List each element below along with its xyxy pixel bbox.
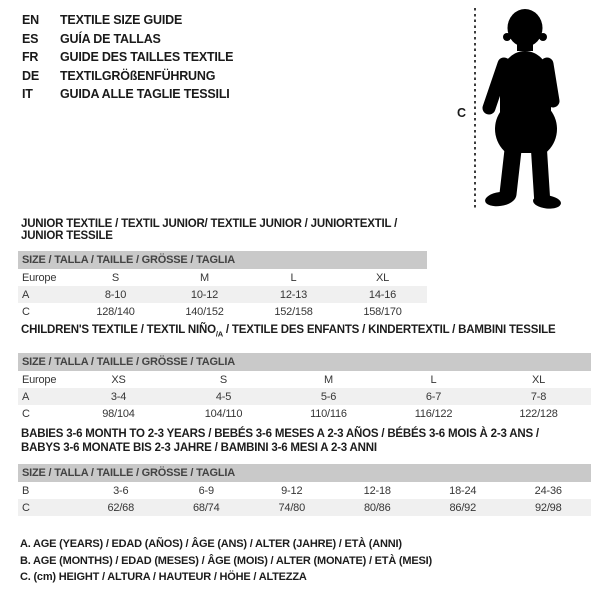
table-cell: 122/128 bbox=[519, 407, 558, 420]
language-row-de bbox=[22, 67, 233, 86]
title-subscript: /A bbox=[215, 329, 223, 339]
height-measure-line bbox=[474, 8, 476, 209]
row-label: C bbox=[22, 305, 30, 318]
table-cell: 5-6 bbox=[276, 388, 381, 405]
table-cell: XL bbox=[375, 271, 390, 284]
table-cell: 3-4 bbox=[66, 388, 171, 405]
table-cell: 3-6 bbox=[113, 484, 129, 497]
table-cell: 12-13 bbox=[249, 286, 338, 303]
table-cell: 140/152 bbox=[185, 305, 224, 318]
table-cell: 9-12 bbox=[281, 484, 303, 497]
table-row bbox=[18, 499, 591, 516]
language-text: GUÍA DE TALLAS bbox=[60, 31, 161, 46]
childrens-textile-section bbox=[18, 324, 591, 422]
language-text: GUIDA ALLE TAGLIE TESSILI bbox=[60, 87, 230, 101]
title-text: / TEXTILE DES ENFANTS / KINDERTEXTIL / BAMBINI TESSILE bbox=[222, 324, 556, 336]
table-cell: M bbox=[200, 271, 209, 284]
table-cell: 6-7 bbox=[381, 388, 486, 405]
row-label: A bbox=[18, 286, 71, 303]
table-row bbox=[18, 405, 591, 422]
table-row bbox=[18, 388, 591, 405]
table-cell: 104/110 bbox=[204, 407, 243, 420]
childrens-size-table bbox=[18, 353, 591, 422]
table-title: JUNIOR TEXTILE / TEXTIL JUNIOR/ TEXTILE JUNIOR / JUNIORTEXTIL / JUNIOR TESSILE bbox=[21, 218, 398, 242]
table-cell: 12-18 bbox=[363, 484, 391, 497]
language-row-fr bbox=[22, 48, 233, 67]
language-row-en bbox=[22, 11, 233, 30]
table-cell: L bbox=[290, 271, 297, 284]
table-cell: 98/104 bbox=[102, 407, 135, 420]
table-cell: 7-8 bbox=[486, 388, 591, 405]
language-code: IT bbox=[22, 87, 33, 101]
table-cell: 62/68 bbox=[78, 499, 164, 516]
babies-size-table bbox=[18, 464, 591, 516]
table-cell: 110/116 bbox=[310, 407, 347, 420]
table-cell: 14-16 bbox=[338, 286, 427, 303]
table-cell: 92/98 bbox=[506, 499, 592, 516]
title-line-2: BABYS 3-6 MONATE BIS 2-3 JAHRE / BAMBINI 3-6 MESI A 2-3 ANNI bbox=[21, 441, 377, 454]
table-title bbox=[21, 324, 591, 340]
footnote-a: A. AGE (YEARS) / EDAD (AÑOS) / ÂGE (ANS) / ALTER (JAHRE) / ETÀ (ANNI) bbox=[20, 538, 402, 550]
table-row bbox=[18, 482, 591, 499]
table-cell: 152/158 bbox=[274, 305, 313, 318]
language-row-it bbox=[22, 85, 233, 104]
table-cell: 8-10 bbox=[71, 286, 160, 303]
table-row bbox=[18, 286, 427, 303]
title-text: CHILDREN'S TEXTILE / TEXTIL NIÑO bbox=[21, 324, 216, 336]
table-header-bar: SIZE / TALLA / TAILLE / GRÖSSE / TAGLIA bbox=[18, 353, 591, 371]
language-code: FR bbox=[22, 50, 39, 64]
table-cell: 10-12 bbox=[160, 286, 249, 303]
footnote-c: C. (cm) HEIGHT / ALTURA / HAUTEUR / HÖHE / ALTEZZA bbox=[20, 571, 307, 583]
table-title bbox=[21, 428, 591, 455]
table-cell: 18-24 bbox=[449, 484, 477, 497]
footnotes bbox=[20, 536, 432, 586]
junior-size-table bbox=[18, 251, 427, 320]
table-cell: 86/92 bbox=[420, 499, 506, 516]
junior-textile-section bbox=[18, 218, 427, 320]
table-header-bar: SIZE / TALLA / TAILLE / GRÖSSE / TAGLIA bbox=[18, 251, 427, 269]
table-cell: 68/74 bbox=[164, 499, 250, 516]
table-cell: 24-36 bbox=[534, 484, 562, 497]
baby-silhouette-icon bbox=[480, 7, 572, 209]
language-code: DE bbox=[22, 68, 39, 83]
table-cell: 4-5 bbox=[171, 388, 276, 405]
table-cell: S bbox=[111, 271, 120, 284]
table-cell: M bbox=[324, 373, 333, 386]
babies-textile-section bbox=[18, 428, 591, 516]
row-label: C bbox=[18, 499, 78, 516]
table-header-bar: SIZE / TALLA / TAILLE / GRÖSSE / TAGLIA bbox=[18, 464, 591, 482]
table-row bbox=[18, 269, 427, 286]
table-row bbox=[18, 371, 591, 388]
table-cell: S bbox=[219, 373, 228, 386]
table-cell: 158/170 bbox=[363, 305, 402, 318]
language-code: ES bbox=[22, 31, 39, 46]
table-cell: 80/86 bbox=[335, 499, 421, 516]
language-row-es bbox=[22, 30, 233, 49]
table-cell: 128/140 bbox=[96, 305, 135, 318]
row-label: B bbox=[22, 484, 30, 497]
language-text: GUIDE DES TAILLES TEXTILE bbox=[60, 50, 234, 64]
language-text: TEXTILE SIZE GUIDE bbox=[60, 13, 183, 27]
row-label: A bbox=[18, 388, 66, 405]
table-cell: XS bbox=[111, 373, 126, 386]
table-cell: 74/80 bbox=[249, 499, 335, 516]
title-line-1: BABIES 3-6 MONTH TO 2-3 YEARS / BEBÉS 3-6 MESES A 2-3 AÑOS / BÉBÉS 3-6 MOIS À 2-3 ANS / bbox=[21, 428, 539, 440]
table-cell: L bbox=[430, 373, 437, 386]
table-cell: 6-9 bbox=[198, 484, 214, 497]
table-cell: 116/122 bbox=[414, 407, 453, 420]
row-label: Europe bbox=[22, 373, 57, 386]
row-label: Europe bbox=[22, 271, 57, 284]
table-row bbox=[18, 303, 427, 320]
language-list bbox=[22, 11, 233, 104]
language-code: EN bbox=[22, 13, 39, 27]
footnote-b: B. AGE (MONTHS) / EDAD (MESES) / ÂGE (MOIS) / ALTER (MONATE) / ETÀ (MESI) bbox=[20, 554, 432, 567]
table-cell: XL bbox=[531, 373, 546, 386]
height-label-c: C bbox=[457, 106, 467, 120]
language-text: TEXTILGRÖßENFÜHRUNG bbox=[60, 68, 216, 83]
row-label: C bbox=[22, 407, 30, 420]
